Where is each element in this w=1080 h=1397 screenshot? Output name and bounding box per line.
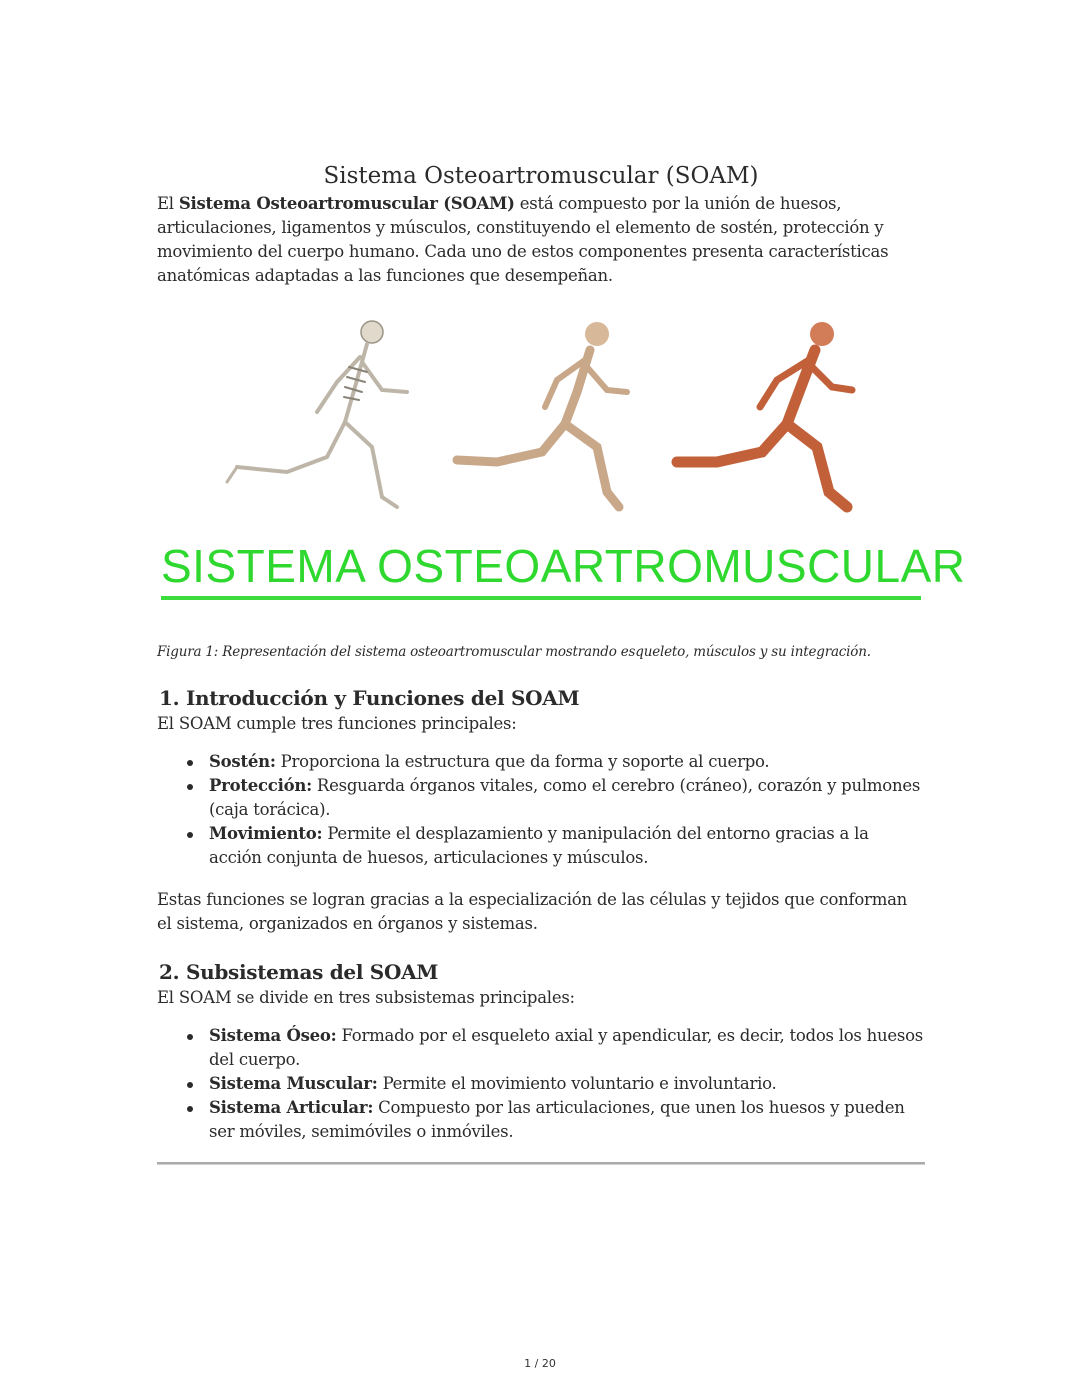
section-2-lead: El SOAM se divide en tres subsistemas principales: [157,988,575,1007]
document-page [157,160,966,1165]
running-figures-illustration [157,312,966,642]
list-item-label: Sistema Articular: [209,1098,374,1117]
translucent-runner-icon [457,322,627,507]
muscle-runner-icon [677,322,852,507]
figure-banner-underline [161,596,921,600]
list-item-text: Proporciona la estructura que da forma y soporte al cuerpo. [275,752,770,771]
intro-bold-term: Sistema Osteoartromuscular (SOAM) [178,194,515,213]
section-1-closing: Estas funciones se logran gracias a la especialización de las células y tejidos que conforman el sistema, organizados en órganos y sistemas. [157,890,908,933]
intro-text: está compuesto por la unión de huesos, articulaciones, ligamentos y músculos, constituyendo el elemento de sostén, protección y movimiento del cuerpo humano. Cada uno de estos componentes presenta características anatómicas adaptadas a las funciones que desempeñan. [157,194,889,285]
list-item-text: Formado por el esqueleto axial y apendicular, es decir, todos los huesos del cuerpo. [209,1026,924,1069]
list-item [209,1096,925,1144]
list-item-text: Compuesto por las articulaciones, que unen los huesos y pueden ser móviles, semimóviles o inmóviles. [209,1098,905,1141]
horizontal-divider [157,1162,925,1165]
figure-caption: Figura 1: Representación del sistema osteoartromuscular mostrando esqueleto, músculos y su integración. [157,644,871,660]
functions-list [157,750,925,870]
list-item [209,750,925,774]
intro-prefix: El [157,194,179,213]
section-heading-2: 2. Subsistemas del SOAM [159,960,439,984]
skeleton-runner-icon [227,321,407,507]
list-item-text: Permite el desplazamiento y manipulación del entorno gracias a la acción conjunta de huesos, articulaciones y músculos. [209,824,869,867]
list-item [209,1072,925,1096]
list-item [209,822,925,870]
list-item-text: Resguarda órganos vitales, como el cerebro (cráneo), corazón y pulmones (caja torácica). [209,776,921,819]
list-item-text: Permite el movimiento voluntario e involuntario. [377,1074,777,1093]
list-item-label: Sistema Muscular: [209,1074,378,1093]
list-item-label: Sostén: [209,752,276,771]
list-item [209,774,925,822]
list-item-label: Sistema Óseo: [209,1026,337,1045]
figure-image [157,312,966,642]
page-number: 1 / 20 [524,1357,556,1370]
list-item-label: Movimiento: [209,824,323,843]
section-heading-1: 1. Introducción y Funciones del SOAM [159,686,580,710]
list-item-label: Protección: [209,776,312,795]
subsystems-list [157,1024,925,1144]
list-item [209,1024,925,1072]
section-1-lead: El SOAM cumple tres funciones principales: [157,714,517,733]
intro-paragraph [157,192,925,288]
page-title: Sistema Osteoartromuscular (SOAM) [323,163,759,189]
figure-banner-text: SISTEMA OSTEOARTROMUSCULAR [161,540,966,592]
